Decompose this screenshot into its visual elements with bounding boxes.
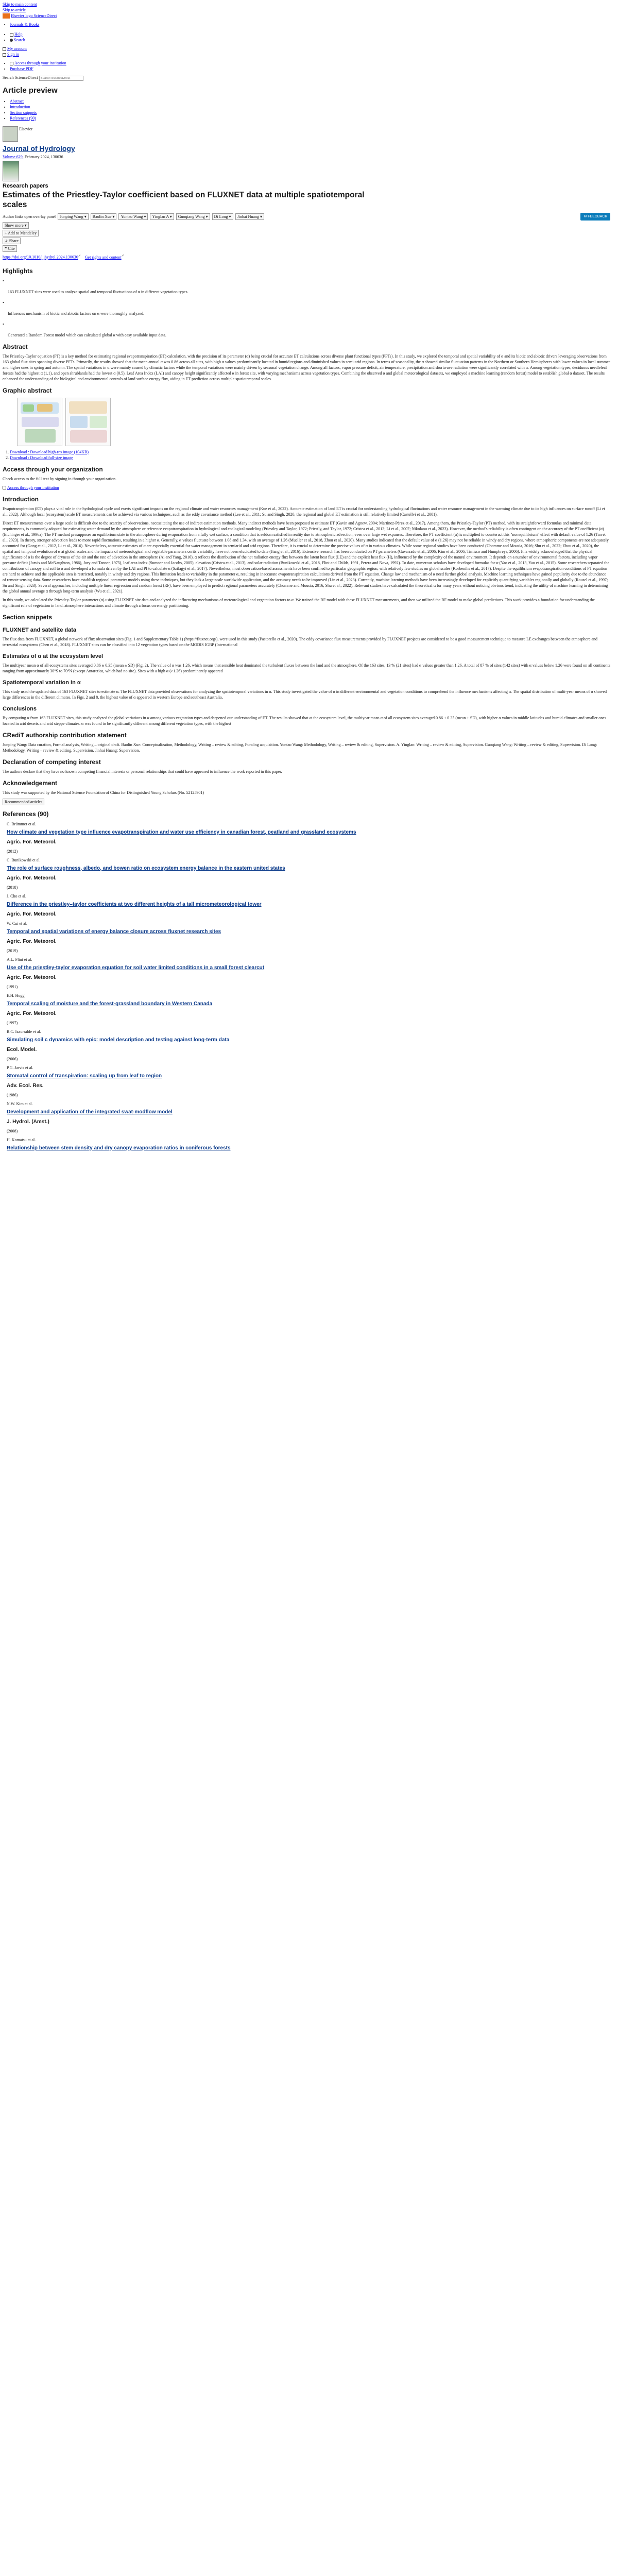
toc-item [10,104,610,110]
download-high-res-link[interactable]: Download : Download high-res image (104KB) [10,449,89,454]
reference-year: (1991) [7,984,18,989]
reference-title-link[interactable]: Relationship between stem density and dry canopy evaporation ratios in coniferous forests [7,1145,231,1151]
reference-item [7,921,610,954]
page-root [0,0,613,1151]
author-icon: ▾ [205,214,208,219]
nav-help-item [10,31,610,37]
institution-icon [3,486,6,489]
author-icon: ▾ [84,214,87,219]
reference-authors: H. Komatsu et al. [7,1137,36,1142]
reference-item [7,821,610,854]
references-list [3,821,610,1151]
toc-snippets-link[interactable]: Section snippets [10,110,37,115]
search-label: Search ScienceDirect [3,75,38,80]
sign-in-icon [3,53,6,57]
recommended-articles-button[interactable]: Recommended articles [3,799,44,805]
download-item [10,455,610,461]
article-actions [3,222,610,252]
search-icon [10,39,13,42]
show-more-button[interactable] [3,222,29,229]
author-button[interactable] [176,213,210,220]
journal-title-link[interactable]: Journal of Hydrology [3,144,75,152]
snippet-heading: Conclusions [3,705,37,712]
article-title: Estimates of the Priestley-Taylor coefficient based on FLUXNET data at multiple spatiotemporal scales [3,191,365,209]
reference-authors: P.G. Jarvis et al. [7,1065,33,1070]
reference-year: (2019) [7,948,18,953]
highlight-item: Influences mechanism of biotic and abiotic factors on α were thoroughly analyzed. [8,311,144,316]
toc-item [10,110,610,115]
snippet-text: This study used the updated data of 163 FLUXNET sites to estimate α. The FLUXNET data provided observations for analyzing the spatiotemporal variations in α. This study investigated the value of α in different environmental and vegetation conditions to comprehend the influence mechanisms affecting α. The spatial distribution of multi-year means of α showed large differences in the different climates. In Figs. 2 and 8, the highest value of α appeared in western Europe and southeast Australia, [3,689,607,700]
author-button[interactable] [118,213,148,220]
download-item [10,449,610,455]
brand-link[interactable]: Elsevier logo ScienceDirect [11,13,57,18]
credit-text: Junping Wang: Data curation, Formal analysis, Writing – original draft. Baolin Xue: Conceptualization, Methodology, Writing – review & editing, Funding acquisition. Yuntao Wang: Methodology, Writing – review & editing, Supervision. A. Yinglan: Writing – review & editing, Supervision. Guoqiang Wang: Writing – review & editing, Supervision. Di Long: Methodology, Writing – review & editing, Supervision. Jinhai Huang: Supervision. [3,742,597,753]
snippet-text: The flux data from FLUXNET, a global network of flux observation sites (Fig. 1 and Supplementary Table 1) (https://fluxnet.org/), were used in this study (Pastorello et al., 2020). The eddy covariance flux measurements provided by FLUXNET projects are considered to be a good measurement technique to measure LE exchanges between the atmosphere and terrestrial ecosystems (Chen et al., 2018). FLUXNET sites can be classified into 12 vegetation types based on the MODIS IGBP (International [3,636,598,647]
access-org-text: Check access to the full text by signing in through your organization. [3,476,117,481]
nav-journals-item [10,22,610,27]
doi-link[interactable]: https://doi.org/10.1016/j.jhydrol.2024.130636 [3,255,78,260]
reference-item [7,893,610,918]
volume-link[interactable]: Volume 629 [3,155,23,159]
competing-heading: Declaration of competing interest [3,758,101,766]
feedback-label: FEEDBACK [588,215,607,218]
rights-link[interactable]: Get rights and content [84,255,122,260]
reference-year: (2006) [7,1056,18,1061]
author-name: Yinglan A [152,214,169,219]
account-icon [3,47,6,51]
plus-icon: + [5,231,8,235]
sign-in-link[interactable]: Sign in [7,52,19,57]
snippet-heading: FLUXNET and satellite data [3,626,77,633]
reference-item [7,957,610,990]
reference-authors: J. Cho et al. [7,893,26,899]
author-button[interactable] [212,213,233,220]
bullet-icon: • [3,321,4,327]
brand-row[interactable] [3,13,610,19]
author-name: Yuntao Wang [121,214,143,219]
credit-heading: CRediT authorship contribution statement [3,731,127,739]
purchase-pdf-link[interactable]: Purchase PDF [10,66,33,71]
author-name: Guoqiang Wang [178,214,205,219]
publisher-logo-row[interactable] [3,126,610,143]
abstract-text: The Priestley-Taylor equation (PT) is a key method for estimating regional evapotranspiration (ET) calculation, with the precision of its parameter (α) being crucial for accurate ET calculations across diverse plant functional types (PFTs). In this study, we explored the temporal and spatial variability of α and its biotic and abiotic drivers leveraging observations from 163 global flux sites spanning diverse PFTs. Primarily, the results showed that the mean annual α was 0.86 across all sites, with high α values predominantly located in humid regions and diminished values in semi-arid regions. In terms of seasonality, the α showed similar fluctuation patterns in the Northern or Southern Hemispheres with lower values in local summer and higher ones in spring and autumn. The spatial variations in α were mainly caused by climatic factors while the temporal variations were mainly driven by seasonal vegetation change. Among all factors, vapor pressure deficit, air temperature, precipitation and shortwave radiation were significantly correlated with α. Among vegetation types, deciduous needleleaf forests had the highest α (1.1), and open shrublands had the lowest α (0.5). Leaf Area Index (LAI) and canopy height significantly affected α in forest site, with varying mechanisms across vegetation types. Combining the observed α and global meteorological datasets, we employed a machine learning (random forest) model to establish global α dataset. The results enhanced the understanding of the biological and environmental controls of land surface energy flux, aiding in ET prediction across multiple spatiotemporal scales. [3,353,610,381]
reference-title-link[interactable]: Simulating soil c dynamics with epic: model description and testing against long-term data [7,1037,230,1043]
add-mendeley-label: Add to Mendeley [8,231,37,235]
my-account-link[interactable]: My account [7,46,27,51]
graphic-abstract-figure[interactable] [17,398,610,446]
article-preview-toc [10,98,610,121]
author-name: Di Long [214,214,228,219]
author-button[interactable] [91,213,117,220]
reference-title-link[interactable]: Use of the priestley-taylor evaporation equation for soil water limited conditions in a small forest clearcut [7,964,265,971]
graphic-abstract-chart-image [65,398,111,446]
snippet-heading: Estimates of α at the ecosystem level [3,653,104,659]
bullet-icon: • [3,278,4,283]
author-name: Jinhai Huang [237,214,259,219]
reference-item [7,1137,610,1151]
journal-volume [3,154,610,160]
recommended-row [3,799,610,805]
skip-to-article-link[interactable]: Skip to article [3,8,26,12]
snippet-text: The multiyear mean α of all ecosystems sites averaged 0.86 ± 0.35 (mean ± SD) (Fig. 2). The value of α was 1.26, which means that sensible heat dominated the turbulent fluxes between the land and the atmosphere. Of the 163 sites, 13 % (21 sites) had α values greater than 1.26. A total of 87 % of sites (142 sites) with α values below 1.26 were found on all continents ranging from approximately 30°S to 70°N (except Antarctica, which had no site). Sites with a high α (>1.26) predominantly appeared [3,663,611,673]
skip-links [3,0,610,13]
journal-title[interactable] [3,144,610,153]
references-heading: References (90) [3,810,49,818]
reference-item [7,993,610,1026]
reference-journal: Agric. For. Meteorol. [7,875,57,881]
reference-authors: W. Cui et al. [7,921,27,926]
reference-authors: C. Brümmer et al. [7,821,37,826]
journal-cover-image[interactable] [3,161,19,181]
account-links [3,46,610,57]
nav-help-link[interactable]: Help [14,32,23,37]
author-icon: ▾ [260,214,262,219]
reference-title-link[interactable]: Difference in the priestley–taylor coefficients at two different heights of a tall micrometeorological tower [7,901,262,907]
top-nav-help [10,31,610,43]
elsevier-alt-text: Elsevier [19,127,33,131]
author-button[interactable] [58,213,89,220]
snippets-heading: Section snippets [3,613,53,621]
institution-icon [10,62,13,65]
search-input[interactable] [39,76,83,81]
reference-item [7,1065,610,1098]
cite-label: Cite [8,246,15,251]
reference-authors: C. Bunikowski et al. [7,857,41,862]
author-button[interactable] [150,213,174,220]
reference-journal: J. Hydrol. (Amst.) [7,1118,49,1125]
acknowledgement-heading: Acknowledgement [3,779,58,787]
share-button[interactable] [3,238,21,244]
toc-item [10,98,610,104]
reference-item [7,1029,610,1062]
skip-to-main-link[interactable]: Skip to main content [3,2,37,7]
nav-journals-link[interactable]: Journals & Books [10,22,40,27]
search-bar [3,75,610,81]
reference-title-link[interactable]: How climate and vegetation type influence evapotranspiration and water use efficiency in canadian forest, peatland and grassland ecosystems [7,829,356,835]
reference-title-link[interactable]: Stomatal control of transpiration: scaling up from leaf to region [7,1073,162,1079]
toc-references-link[interactable]: References (90) [10,116,36,121]
reference-journal: Agric. For. Meteorol. [7,1010,57,1016]
access-institution-link[interactable]: Access through your institution [14,61,66,65]
intro-paragraph: In this study, we calculated the Priestley-Taylor parameter (α) using FLUXNET site data and analyzed the influencing mechanisms of meteorological and vegetation factors to α. We trained the RF model with these FLUXNET measurements, and then we utilized the RF model to make global predictions. This work provides a foundation for understanding the significant role of vegetation in land–atmosphere interactions and climate through a focus on energy partitioning. [3,597,595,608]
external-link-icon: ↗ [78,255,81,258]
reference-authors: R.C. Izaurralde et al. [7,1029,41,1034]
reference-year: (2012) [7,849,18,854]
access-org-link[interactable]: Access through your institution [7,485,59,490]
reference-journal: Agric. For. Meteorol. [7,839,57,845]
access-institution-item [10,60,610,66]
author-list [3,213,610,221]
authors-label: Author links open overlay panel [3,214,56,219]
help-icon [10,33,13,37]
elsevier-tree-icon [3,126,18,142]
access-org-row[interactable] [3,485,610,490]
reference-journal: Agric. For. Meteorol. [7,911,57,917]
author-name: Baolin Xue [92,214,112,219]
bullet-icon: • [3,300,4,305]
nav-search-item [10,37,610,43]
feedback-icon: ✉ [583,215,588,218]
doi-row [3,253,610,260]
reference-item [7,857,610,890]
reference-title-link[interactable]: Temporal and spatial variations of energy balance closure across fluxnet research sites [7,928,221,935]
toc-introduction-link[interactable]: Introduction [10,105,30,109]
graphic-abstract-downloads [10,449,610,461]
abstract-heading: Abstract [3,343,28,350]
cite-button[interactable] [3,245,17,252]
intro-paragraph: Direct ET measurements over a large scale is difficult due to the scarcity of observations, necessitating the use of indirect estimation methods. Many indirect methods have been proposed to estimate ET (Gavin and Agnew, 2004; Martínez-Pérez et al., 2017). Among them, the Priestley-Taylor (PT) method, with its straightforward formulas and minimal data requirements, is commonly adopted for estimating water demand by the atmosphere or reference evapotranspiration in hydrological and ecological modeling (Priestley and Taylor, 1972; Priestly, and Taylor, 1972; Cristea et al., 2013; Li et al., 2007; Nikolaou et al., 2023). However, the method's reliability is often contingent on the accuracy of the PT coefficient (α) (Eichinger et al., 1996a). The PT method presupposes an equilibrium state in the atmosphere during evaporation from a fully wet surface, a condition that is seldom satisfied in reality due to atmospheric advection, even over large wet expanses. Therefore, the PT coefficient (α) is multiplied to counteract this "nonequilibrium" effect with default value of 1.26 (Tan et al., 2023). In theory, stronger advection leads to more rapid fluctuations, resulting in a higher α. Generally, α values fluctuate between 1.08 and 1.34, with an average of 1.26 (Mueller et al., 2018, Zhou et al., 2020). Many studies indicated that the default value of α (1.26) may not be reliable in windy and dry regions, where atmospheric components are not adequately accounted for (Gong et al., 2012, Li et al., 2016). Nevertheless, accurate estimates of α are especially essential for water management in semiarid and arid regions. Therefore, it is crucial to determine the precise values of α in various climates. While some regional studies have been conducted (Chomme and Mousia, 2016; Shu et al., 2022; Zhou et al., 2020), the spatial and temporal evolution of α at global scales and the impacts of meteorological and vegetable parameters on its variability have not been elucidated to date (Jiang et al., 2016). Extensive research has been conducted on PT parameters (Gavarrado et al., 2006; Kim et al., 2006; Timisco and Humphreys, 2006). It is widely acknowledged that the physical significance of α is the degree of dryness of the air and the rate of advection in the atmosphere (Ai and Yang, 2016). α reflects the distribution of the net radiation energy flux between the latent heat flux (LE) and the explicit heat flux (H), influenced by the complexity of the natural environment. It depends on a number of environmental factors, including vapor pressure deficit (Jarvis and McNaughton, 1986), Jury and Tanner, 1975), leaf area index (Sumner and Jacobs, 2005), elevation (Cristea et al., 2013), and solar radiation (Bunikowski et al., 2018, Flint and Childs, 1991, Perera and Nova, 1992). To date, numerous scholars have developed formulas for α (Yao et al., 2013, Yao et al., 2015). Some researchers separated the contributions of canopy and soil to α and developed a formula driven by the LAI and PI to calculate α (Szilagyi et al., 2017). Nevertheless, most observation-based assessments have been confined to particular geographic region, with relatively few studies on global scales (Korbenilis et al., 2017). Despite the equilibrium evapotranspiration conditions of PT equation are hard to achieve and the applicable area is restricted, notably in windy and dry regions. This limitation leads to variability in the parameter α, resulting in inaccurate evapotranspiration calculations derived from the PT equation. Change law and mechanism of α need further global analysis. Machine learning techniques have gained popularity due to the abundance of remote sensing data. Some researchers have establish regional parameter models using these techniques, but they lack a large-scale worldwide application, and the accuracy needs to be improved (Lin et al., 2023). Currently, machine learning methods have been increasingly developed for explicitly quantifying variables regionally and globally (Rousel et al., 1997; Su and Singh, 2023). Several approaches, including multiple linear regression and random forest (RF), have been employed to predict regional parameters accurately (Chomme and Mousia, 2016, Shu et al., 2022). Relevant studies have calculated the theoretical α for many years without noticing obvious trend, indicating the utility of machine learning in determining the global annual average α through long-term analysis (Wu et al., 2021). [3,520,610,594]
reference-item [7,1101,610,1134]
reference-journal: Agric. For. Meteorol. [7,938,57,944]
access-links [10,60,610,72]
reference-journal: Agric. For. Meteorol. [7,974,57,980]
add-mendeley-button[interactable] [3,230,39,236]
reference-title-link[interactable]: The role of surface roughness, albedo, and bowen ratio on ecosystem energy balance in the eastern united states [7,865,285,871]
reference-authors: N.W. Kim et al. [7,1101,33,1106]
snippet-text: By computing α from 163 FLUXNET sites, this study analyzed the global variations in α among various vegetation types and deepened our understanding of ET. The results showed that at the ecosystem level, the multiyear mean α of all ecosystem sites averaged 0.86 ± 0.35 (mean ± SD), with higher α values in middle latitudes and humid climates and smaller ones located in arid deserts and arid steppe climates. α was found to be significantly different among different vegetation types, with the highest [3,715,606,726]
access-org-heading: Access through your organization [3,465,103,473]
graphic-abstract-heading: Graphic abstract [3,386,52,394]
highlights-list [3,278,610,338]
nav-search-link[interactable]: Search [14,38,25,42]
volume-details: , February 2024, 130636 [22,155,63,159]
snippet-heading: Spatiotemporal variation in α [3,679,81,686]
purchase-pdf-item [10,66,610,72]
reference-authors: E.H. Hogg [7,993,25,998]
reference-title-link[interactable]: Development and application of the integrated swat-modflow model [7,1109,173,1115]
show-more-label: Show more [5,223,24,228]
introduction-heading: Introduction [3,495,39,503]
download-full-size-link[interactable]: Download : Download full-size image [10,455,73,460]
reference-authors: A.L. Flint et al. [7,957,32,962]
external-link-icon: ↗ [121,255,124,258]
highlights-heading: Highlights [3,267,33,275]
share-icon: ⤴ [5,239,9,243]
reference-year: (2008) [7,1128,18,1133]
author-name: Junping Wang [60,214,83,219]
reference-journal: Adv. Ecol. Res. [7,1082,44,1089]
author-icon: ▾ [112,214,115,219]
chevron-down-icon: ▾ [24,223,27,228]
reference-journal: Ecol. Model. [7,1046,37,1053]
elsevier-logo-icon [3,13,10,19]
feedback-button[interactable] [580,213,610,221]
highlight-item: Generated a Random Forest model which can calculated global α with easy available input data. [8,332,166,337]
article-preview-heading: Article preview [3,86,58,95]
author-icon: ▾ [144,214,146,219]
top-nav [10,22,610,27]
quote-icon: ❝ [5,246,8,251]
author-icon: ▾ [229,214,231,219]
competing-text: The authors declare that they have no known competing financial interests or personal relationships that could have appeared to influence the work reported in this paper. [3,769,282,774]
reference-year: (2018) [7,885,18,890]
reference-year: (1997) [7,1020,18,1025]
intro-paragraph: Evapotranspiration (ET) plays a vital role in the hydrological cycle and exerts significant impacts on the regional climate and water resources management (Kue et al., 2022). Accurate estimation of land ET is crucial for understanding hydrological fluctuations and water resource management in the warming climate due to its high influences on surface runoff (Li et al., 2022). Although local (ecosystem) scale ET measurements can be achieved via various techniques, such as the eddy covariance method (Lee et al., 2011; Su and Singh, 2020; the regional and global ET estimation is still relatively limited (Castellvi et al., 2001). [3,506,605,517]
paper-type: Research papers [3,183,48,189]
acknowledgement-text: This study was supported by the National Science Foundation of China for Distinguished Young Scholars (No. 52125901) [3,790,204,795]
author-button[interactable] [235,213,264,220]
toc-item [10,115,610,121]
highlight-item: 163 FLUXNET sites were used to analyze spatial and temporal fluctuations of α in different vegetation types. [8,289,188,294]
graphic-abstract-map-image [17,398,62,446]
toc-abstract-link[interactable]: Abstract [10,99,24,104]
reference-year: (1986) [7,1092,18,1097]
share-label: Share [9,239,19,243]
reference-title-link[interactable]: Temporal scaling of moisture and the forest-grassland boundary in Western Canada [7,1001,213,1007]
author-icon: ▾ [169,214,172,219]
